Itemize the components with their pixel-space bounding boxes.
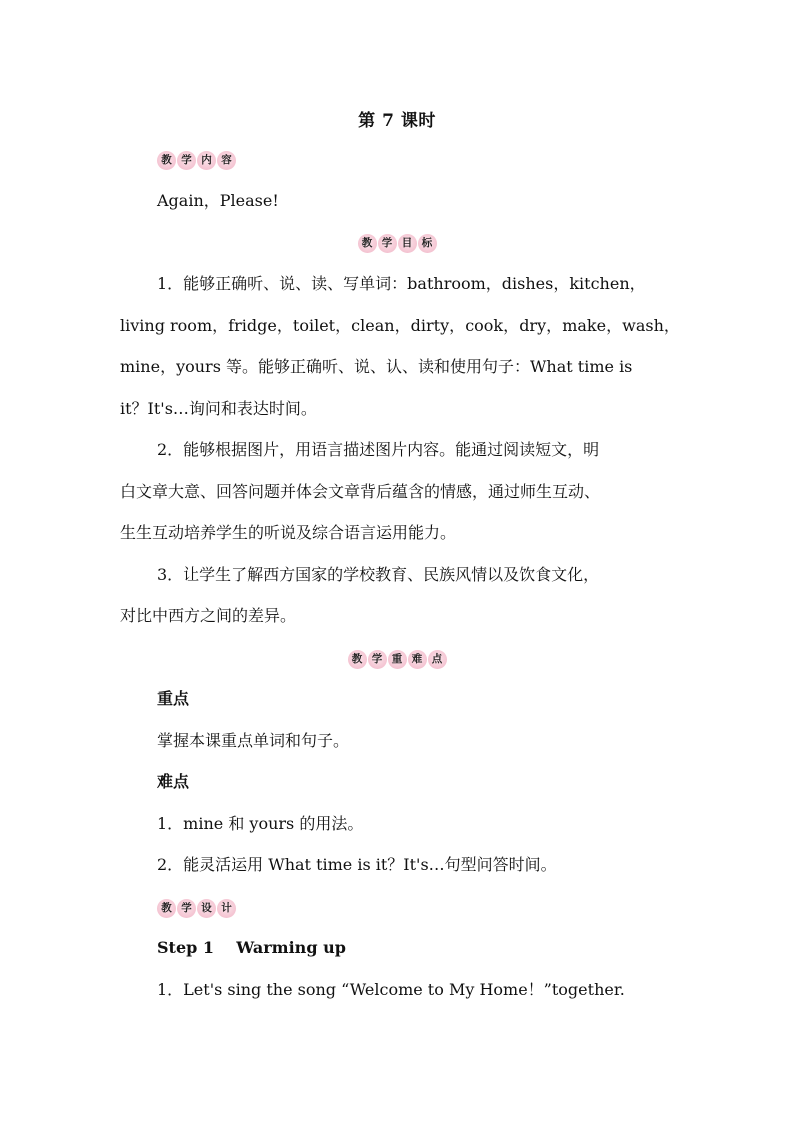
vocab-word: living room， bbox=[120, 316, 229, 335]
label-char: 教 bbox=[358, 234, 377, 253]
section-label-content bbox=[157, 150, 236, 170]
label-char: 学 bbox=[368, 650, 387, 669]
goal-3-line-1: 3．让学生了解西方国家的学校教育、民族风情以及饮食文化， bbox=[157, 565, 600, 584]
goal-2-line-1: 2．能够根据图片，用语言描述图片内容。能通过阅读短文，明 bbox=[157, 440, 600, 459]
vocab-word: dry， bbox=[519, 316, 563, 335]
step-item-1: 1．Let's sing the song “Welcome to My Home！”together. bbox=[157, 980, 625, 999]
key-text: 掌握本课重点单词和句子。 bbox=[157, 731, 350, 750]
content-text: Again，Please! bbox=[157, 191, 279, 210]
label-char: 标 bbox=[418, 234, 437, 253]
section-label-design bbox=[157, 898, 236, 918]
step-heading: Step 1 Warming up bbox=[157, 938, 346, 957]
label-char: 教 bbox=[157, 899, 176, 918]
label-char: 重 bbox=[388, 650, 407, 669]
key-heading: 重点 bbox=[157, 689, 190, 708]
goal-1-line-1: 1．能够正确听、说、读、写单词：bathroom，dishes，kitchen， bbox=[157, 274, 646, 293]
label-char: 点 bbox=[428, 650, 447, 669]
difficult-item-1: 1．mine 和 yours 的用法。 bbox=[157, 814, 364, 833]
label-char: 难 bbox=[408, 650, 427, 669]
label-char: 容 bbox=[217, 151, 236, 170]
label-char: 目 bbox=[398, 234, 417, 253]
vocab-word: fridge， bbox=[228, 316, 293, 335]
goal-1-line-2 bbox=[120, 316, 680, 336]
label-char: 教 bbox=[157, 151, 176, 170]
goal-2-line-3: 生生互动培养学生的听说及综合语言运用能力。 bbox=[120, 523, 457, 542]
vocab-word: wash， bbox=[622, 316, 680, 335]
vocab-word: clean， bbox=[351, 316, 411, 335]
goal-2-line-2: 白文章大意、回答问题并体会文章背后蕴含的情感，通过师生互动、 bbox=[120, 482, 601, 501]
difficult-heading: 难点 bbox=[157, 772, 190, 791]
label-char: 学 bbox=[177, 899, 196, 918]
label-char: 教 bbox=[348, 650, 367, 669]
label-char: 学 bbox=[378, 234, 397, 253]
goal-1-line-3: mine，yours 等。能够正确听、说、认、读和使用句子：What time is bbox=[120, 357, 633, 376]
vocab-word: cook， bbox=[465, 316, 520, 335]
section-label-keypoints bbox=[0, 649, 794, 669]
label-char: 学 bbox=[177, 151, 196, 170]
goal-1-line-4: it？It's…询问和表达时间。 bbox=[120, 399, 317, 418]
label-char: 设 bbox=[197, 899, 216, 918]
difficult-item-2: 2．能灵活运用 What time is it？It's…句型问答时间。 bbox=[157, 855, 557, 874]
label-char: 内 bbox=[197, 151, 216, 170]
section-label-goals bbox=[0, 233, 794, 253]
goal-3-line-2: 对比中西方之间的差异。 bbox=[120, 606, 297, 625]
page-title: 第 7 课时 bbox=[358, 111, 436, 131]
label-char: 计 bbox=[217, 899, 236, 918]
vocab-word: dirty， bbox=[410, 316, 466, 335]
vocab-word: make， bbox=[562, 316, 623, 335]
vocab-word: toilet， bbox=[292, 316, 352, 335]
